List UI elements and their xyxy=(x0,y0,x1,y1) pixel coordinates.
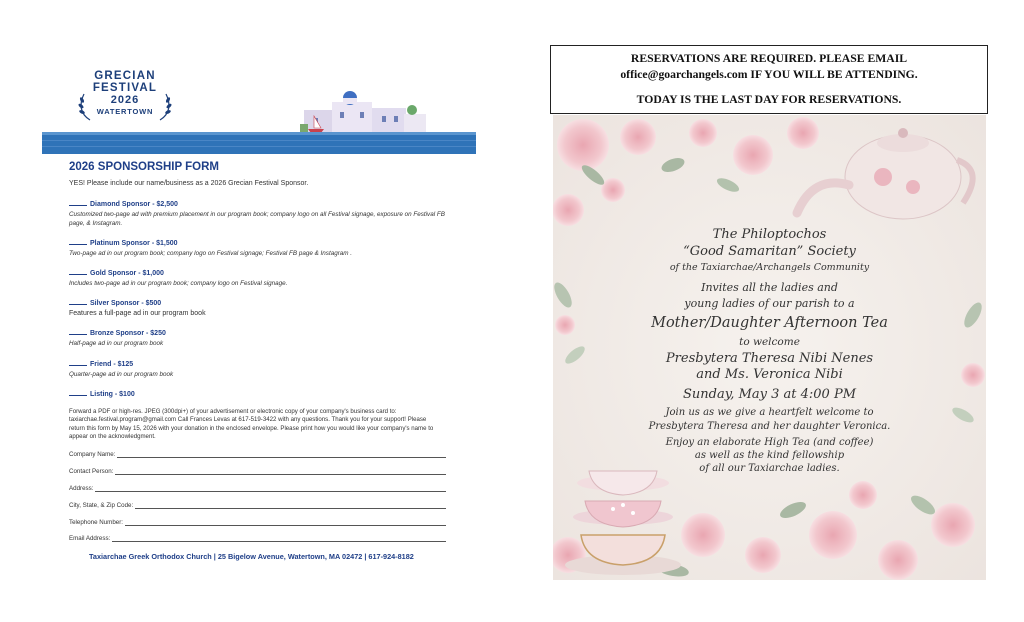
field-label: City, State, & Zip Code: xyxy=(69,502,134,509)
santorini-banner-illustration xyxy=(42,88,476,156)
invitation-enjoy-line3: of all our Taxiarchae ladies. xyxy=(699,463,840,474)
tier-checkbox-line[interactable] xyxy=(69,389,87,396)
invitation-join-line2: Presbytera Theresa and her daughter Veronica. xyxy=(648,421,891,432)
email-field[interactable] xyxy=(69,535,446,542)
form-intro: YES! Please include our name/business as a 2026 Grecian Festival Sponsor. xyxy=(69,180,309,187)
field-line[interactable] xyxy=(95,486,446,492)
telephone-field[interactable] xyxy=(69,519,446,526)
tier-name: Gold Sponsor - $1,000 xyxy=(90,270,164,277)
tier-checkbox-line[interactable] xyxy=(69,199,87,206)
invitation-invite-line2: young ladies of our parish to a xyxy=(684,297,855,310)
field-label: Contact Person: xyxy=(69,468,114,475)
tier-description: Quarter-page ad in our program book xyxy=(69,371,174,378)
tier-description: Two-page ad in our program book; company logo on Festival signage; Festival FB page & Instagram . xyxy=(69,250,353,257)
tier-checkbox-line[interactable] xyxy=(69,268,87,275)
tier-bronze xyxy=(69,328,449,348)
tier-name: Platinum Sponsor - $1,500 xyxy=(90,240,178,247)
notice-line3: TODAY IS THE LAST DAY FOR RESERVATIONS. xyxy=(636,93,902,106)
tea-invitation-flyer xyxy=(553,115,986,580)
tier-name: Diamond Sponsor - $2,500 xyxy=(90,201,178,208)
tier-diamond xyxy=(69,199,449,228)
notice-line1: RESERVATIONS ARE REQUIRED. PLEASE EMAIL xyxy=(630,52,908,65)
invitation-invite-line1: Invites all the ladies and xyxy=(701,281,838,294)
logo-city: WATERTOWN xyxy=(96,107,154,116)
tier-checkbox-line[interactable] xyxy=(69,238,87,245)
logo-year: 2026 xyxy=(110,94,140,106)
reservation-notice xyxy=(550,45,988,114)
address-field[interactable] xyxy=(69,485,446,492)
contact-person-field[interactable] xyxy=(69,468,446,475)
tier-silver xyxy=(69,298,449,318)
field-line[interactable] xyxy=(115,469,446,475)
field-line[interactable] xyxy=(112,536,446,542)
church-footer-address: Taxiarchae Greek Orthodox Church | 25 Bigelow Avenue, Watertown, MA 02472 | 617-924-8182 xyxy=(89,552,414,561)
logo-line1: GRECIAN xyxy=(94,70,156,82)
tier-listing xyxy=(69,389,449,400)
invitation-society-name: “Good Samaritan” Society xyxy=(683,244,856,259)
field-line[interactable] xyxy=(125,520,446,526)
tier-name: Bronze Sponsor - $250 xyxy=(90,330,166,337)
tier-friend xyxy=(69,359,449,379)
tier-gold xyxy=(69,268,449,288)
tier-checkbox-line[interactable] xyxy=(69,298,87,305)
field-label: Email Address: xyxy=(69,535,111,542)
invitation-date-time: Sunday, May 3 at 4:00 PM xyxy=(682,387,857,402)
company-name-field[interactable] xyxy=(69,451,446,458)
logo-line2: FESTIVAL xyxy=(92,82,158,94)
form-instructions: Forward a PDF or high-res. JPEG (300dpi+) of your advertisement or electronic copy of your company's business card to: taxiarchae.festival.program@gmail.com Call Frances Levas at 617-519-3422 with any questions. Thank you for your support! Please return this form by May 15, 2026 with your donation in the enclosed envelope. Please print how you would like your company's name to appear on the acknowledgment. xyxy=(69,408,434,441)
field-label: Address: xyxy=(69,485,94,492)
invitation-enjoy-line2: as well as the kind fellowship xyxy=(694,450,845,461)
tier-description: Customized two-page ad with premium placement in our program book; company logo on all Festival signage, exposure on Festival FB page, & Instagram. xyxy=(69,211,445,227)
invitation-guest-line1: Presbytera Theresa Nibi Nenes xyxy=(665,351,874,366)
tier-description: Features a full-page ad in our program book xyxy=(69,310,206,317)
notice-line2: office@goarchangels.com IF YOU WILL BE ATTENDING. xyxy=(620,68,918,81)
tier-name: Silver Sponsor - $500 xyxy=(90,300,162,307)
field-label: Telephone Number: xyxy=(69,519,124,526)
invitation-community: of the Taxiarchae/Archangels Community xyxy=(669,262,870,273)
field-line[interactable] xyxy=(135,503,446,509)
tier-description: Half-page ad in our program book xyxy=(69,340,164,347)
invitation-event-title: Mother/Daughter Afternoon Tea xyxy=(651,315,888,331)
field-label: Company Name: xyxy=(69,451,116,458)
invitation-organization: The Philoptochos xyxy=(712,227,827,242)
tier-platinum xyxy=(69,238,449,258)
city-state-zip-field[interactable] xyxy=(69,502,446,509)
invitation-enjoy-line1: Enjoy an elaborate High Tea (and coffee) xyxy=(665,437,874,448)
tier-name: Friend - $125 xyxy=(90,361,134,368)
field-line[interactable] xyxy=(117,452,446,458)
tier-name: Listing - $100 xyxy=(90,391,135,398)
invitation-join-line1: Join us as we give a heartfelt welcome to xyxy=(665,407,874,418)
invitation-guest-line2: and Ms. Veronica Nibi xyxy=(696,367,843,382)
tier-description: Includes two-page ad in our program book; company logo on Festival signage. xyxy=(69,280,288,287)
tier-checkbox-line[interactable] xyxy=(69,359,87,366)
invitation-welcome: to welcome xyxy=(739,336,800,348)
form-title: 2026 SPONSORSHIP FORM xyxy=(69,161,219,173)
tier-checkbox-line[interactable] xyxy=(69,328,87,335)
